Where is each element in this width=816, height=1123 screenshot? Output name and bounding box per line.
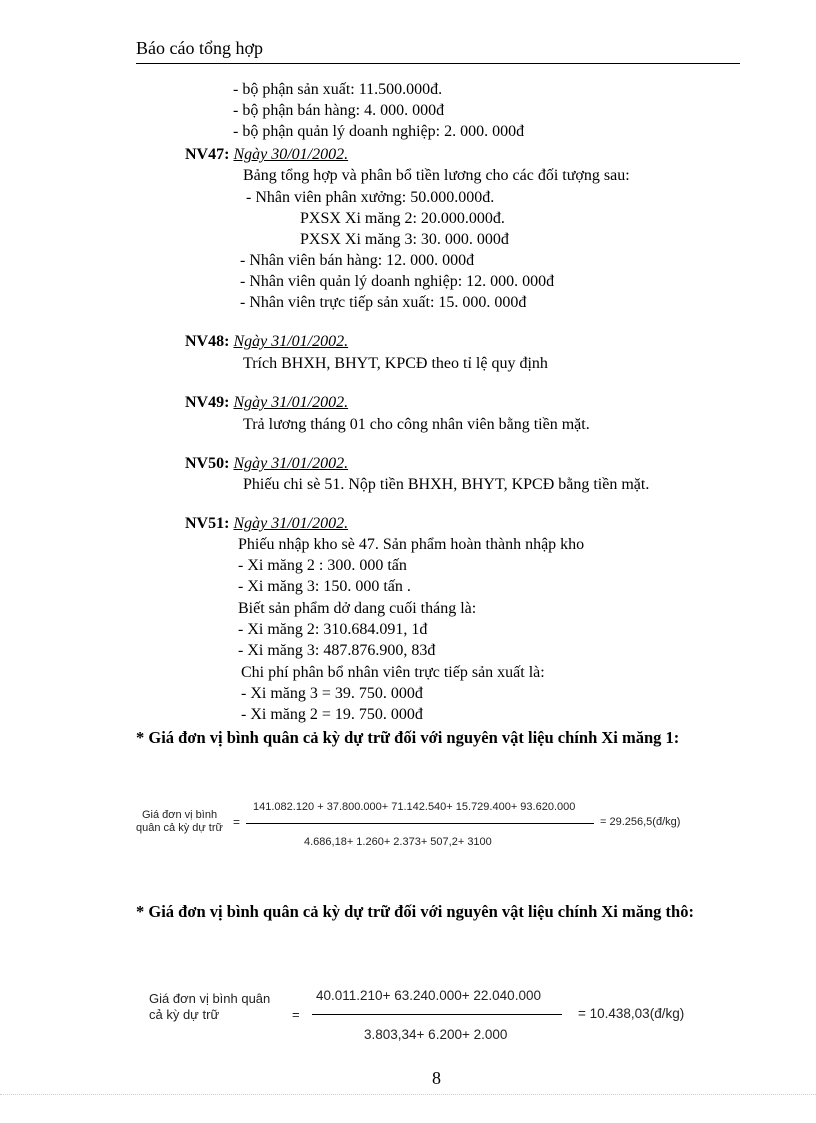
section2-heading: * Giá đơn vị bình quân cả kỳ dự trữ đối với nguyên vật liệu chính Xi măng thô: [136, 902, 694, 921]
text-line: - Xi măng 3: 150. 000 tấn . [238, 578, 411, 595]
fraction-bar [246, 823, 594, 824]
nv-date: Ngày 31/01/2002. [233, 394, 349, 411]
text-line: - Xi măng 2: 310.684.091, 1đ [238, 621, 428, 638]
formula-label: cả kỳ dự trữ [149, 1007, 220, 1022]
formula-label: Giá đơn vị bình [142, 809, 218, 821]
text-line: PXSX Xi măng 2: 20.000.000đ. [300, 210, 505, 227]
formula-label: Giá đơn vị bình quân [149, 991, 271, 1006]
text-line: PXSX Xi măng 3: 30. 000. 000đ [300, 231, 509, 248]
formula-result: = 29.256,5(đ/kg) [600, 816, 681, 828]
text-line: - Xi măng 3: 487.876.900, 83đ [238, 642, 436, 659]
text-line: Trả lương tháng 01 cho công nhân viên bằng tiền mặt. [243, 416, 590, 433]
formula-numerator: 40.011.210+ 63.240.000+ 22.040.000 [316, 988, 541, 1003]
nv-date: Ngày 31/01/2002. [233, 333, 349, 350]
text-line: Phiếu chi sè 51. Nộp tiền BHXH, BHYT, KPCĐ bằng tiền mặt. [243, 476, 650, 493]
nv47-heading [185, 145, 348, 165]
text-line: Bảng tổng hợp và phân bổ tiền lương cho các đối tượng sau: [243, 167, 630, 184]
nv-code: NV50: [185, 455, 230, 472]
nv51-heading [185, 514, 348, 534]
nv50-heading [185, 454, 348, 474]
nv-date: Ngày 31/01/2002. [233, 455, 349, 472]
formula-label: quân cả kỳ dự trữ [136, 822, 223, 834]
fraction-bar [312, 1014, 562, 1015]
equals-sign: = [292, 1007, 300, 1022]
equals-sign: = [233, 815, 241, 829]
header-rule [136, 63, 740, 64]
text-line: - Xi măng 2 = 19. 750. 000đ [241, 706, 423, 723]
text-line: - bộ phận quản lý doanh nghiệp: 2. 000. 000đ [233, 123, 525, 140]
nv-code: NV48: [185, 333, 230, 350]
formula-denominator: 3.803,34+ 6.200+ 2.000 [364, 1027, 508, 1042]
text-line: - bộ phận sản xuất: 11.500.000đ. [233, 81, 443, 98]
text-line: Biết sản phẩm dở dang cuối tháng là: [238, 600, 477, 617]
nv48-heading [185, 332, 348, 352]
page-header: Báo cáo tổng hợp [136, 38, 263, 58]
text-line: - Xi măng 3 = 39. 750. 000đ [241, 685, 423, 702]
text-line: Chi phí phân bổ nhân viên trực tiếp sản xuất là: [241, 664, 545, 681]
nv-code: NV47: [185, 146, 230, 163]
text-line: - Xi măng 2 : 300. 000 tấn [238, 557, 407, 574]
nv49-heading [185, 393, 348, 413]
page-number: 8 [432, 1068, 441, 1088]
text-line: - bộ phận bán hàng: 4. 000. 000đ [233, 102, 445, 119]
nv-code: NV51: [185, 515, 230, 532]
nv-date: Ngày 31/01/2002. [233, 515, 349, 532]
text-line: - Nhân viên phân xưởng: 50.000.000đ. [246, 189, 495, 206]
formula-numerator: 141.082.120 + 37.800.000+ 71.142.540+ 15.729.400+ 93.620.000 [253, 801, 576, 813]
text-line: Phiếu nhập kho sè 47. Sản phẩm hoàn thành nhập kho [238, 536, 585, 553]
text-line: - Nhân viên quản lý doanh nghiệp: 12. 000. 000đ [240, 273, 555, 290]
text-line: Trích BHXH, BHYT, KPCĐ theo tỉ lệ quy định [243, 355, 548, 372]
nv-date: Ngày 30/01/2002. [233, 146, 349, 163]
page-bottom-border [0, 1094, 816, 1095]
nv-code: NV49: [185, 394, 230, 411]
text-line: - Nhân viên trực tiếp sản xuất: 15. 000. 000đ [240, 294, 527, 311]
text-line: - Nhân viên bán hàng: 12. 000. 000đ [240, 252, 475, 269]
section1-heading: * Giá đơn vị bình quân cả kỳ dự trữ đối với nguyên vật liệu chính Xi măng 1: [136, 728, 680, 747]
formula-result: = 10.438,03(đ/kg) [578, 1006, 685, 1021]
formula-denominator: 4.686,18+ 1.260+ 2.373+ 507,2+ 3100 [304, 836, 492, 848]
